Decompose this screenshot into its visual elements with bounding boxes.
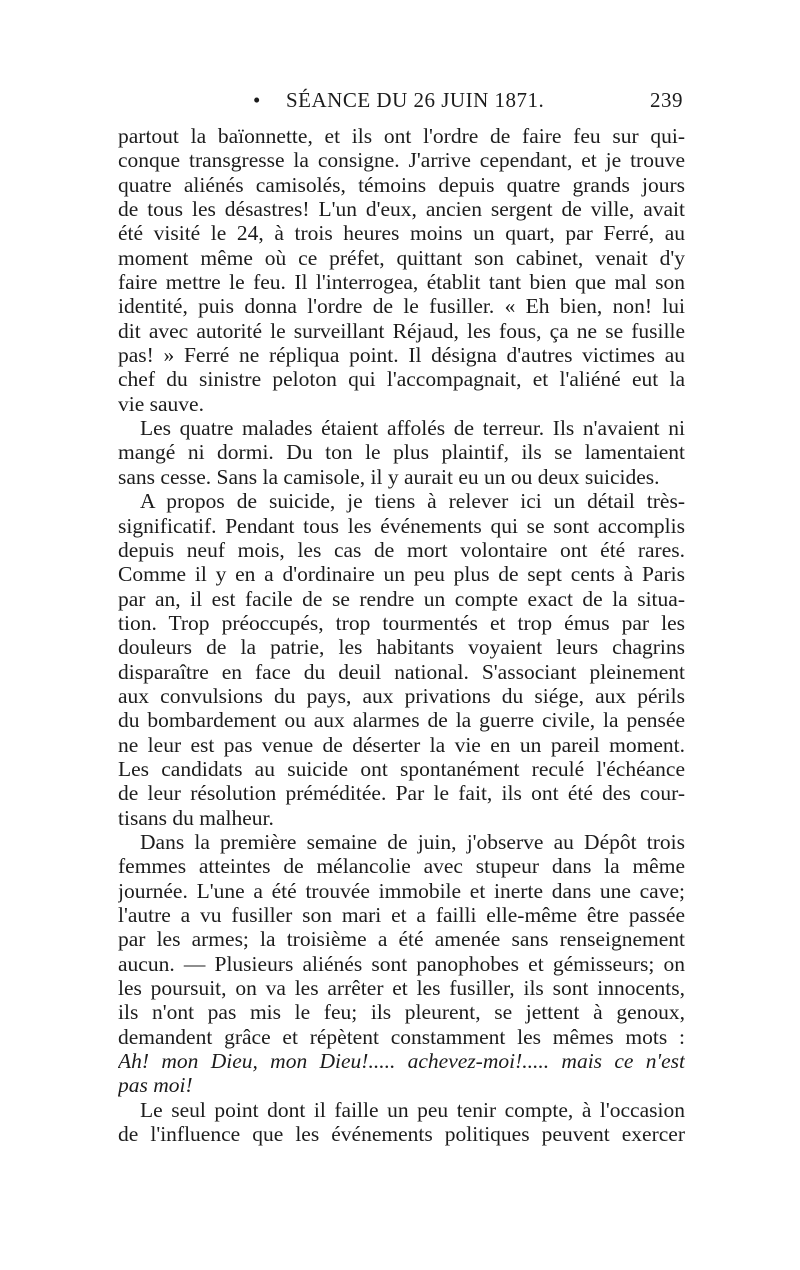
- text-line: faire mettre le feu. Il l'interrogea, établit tant bien que mal son: [118, 270, 685, 295]
- text-line: mangé ni dormi. Du ton le plus plaintif, ils se lamentaient: [118, 440, 685, 465]
- text-line: par les armes; la troisième a été amenée sans renseignement: [118, 927, 685, 952]
- text-line: conque transgresse la consigne. J'arrive cependant, et je trouve: [118, 148, 685, 173]
- body-text: [118, 124, 685, 1146]
- text-line: par an, il est facile de se rendre un compte exact de la situa-: [118, 586, 685, 611]
- text-line: demandent grâce et répètent constamment les mêmes mots :: [118, 1024, 685, 1049]
- text-line: tion. Trop préoccupés, trop tourmentés et trop émus par les: [118, 610, 685, 635]
- text-line: dit avec autorité le surveillant Réjaud, les fous, ça ne se fusille: [118, 318, 685, 343]
- text-line: aux convulsions du pays, aux privations du siége, aux périls: [118, 683, 685, 708]
- text-line: chef du sinistre peloton qui l'accompagnait, et l'aliéné eut la: [118, 367, 685, 392]
- text-line: été visité le 24, à trois heures moins un quart, par Ferré, au: [118, 221, 685, 246]
- text-line: l'autre a vu fusiller son mari et a failli elle-même être passée: [118, 903, 685, 927]
- text-line: ils n'ont pas mis le feu; ils pleurent, se jettent à genoux,: [118, 1000, 685, 1025]
- text-line: sans cesse. Sans la camisole, il y aurait eu un ou deux suicides.: [118, 464, 660, 489]
- text-line: depuis neuf mois, les cas de mort volontaire ont été rares.: [118, 537, 685, 562]
- text-line: aucun. — Plusieurs aliénés sont panophobes et gémisseurs; on: [118, 951, 685, 976]
- running-title: SÉANCE DU 26 JUIN 1871.: [286, 88, 545, 112]
- text-line: ne leur est pas venue de déserter la vie en un pareil moment.: [118, 732, 685, 757]
- text-line: Le seul point dont il faille un peu tenir compte, à l'occasion: [140, 1097, 685, 1122]
- text-line: partout la baïonnette, et ils ont l'ordre de faire feu sur qui-: [118, 124, 685, 148]
- header-bullet: •: [253, 88, 261, 112]
- text-line: du bombardement ou aux alarmes de la guerre civile, la pensée: [118, 708, 685, 733]
- text-line: vie sauve.: [118, 391, 204, 416]
- text-line: journée. L'une a été trouvée immobile et inerte dans une cave;: [118, 878, 685, 903]
- text-line: de tous les désastres! L'un d'eux, ancien sergent de ville, avait: [118, 197, 685, 222]
- text-line: Les quatre malades étaient affolés de terreur. Ils n'avaient ni: [140, 416, 685, 441]
- text-line: de leur résolution préméditée. Par le fait, ils ont été des cour-: [118, 781, 685, 806]
- page-number: 239: [650, 88, 683, 112]
- text-line: significatif. Pendant tous les événements qui se sont accomplis: [118, 513, 685, 538]
- text-line: moment même où ce préfet, quittant son cabinet, venait d'y: [118, 245, 685, 270]
- text-line: femmes atteintes de mélancolie avec stupeur dans la même: [118, 854, 685, 879]
- text-line: les poursuit, on va les arrêter et les fusiller, ils sont innocents,: [118, 976, 685, 1001]
- page-header: [118, 88, 683, 118]
- text-line: quatre aliénés camisolés, témoins depuis quatre grands jours: [118, 172, 685, 197]
- text-line: Comme il y en a d'ordinaire un peu plus de sept cents à Paris: [118, 562, 685, 587]
- text-line: douleurs de la patrie, les habitants voyaient leurs chagrins: [118, 635, 685, 660]
- text-line: pas! » Ferré ne répliqua point. Il désigna d'autres victimes au: [118, 343, 685, 368]
- text-line: Ah! mon Dieu, mon Dieu!..... achevez-moi!..... mais ce n'est: [118, 1049, 685, 1074]
- text-line: tisans du malheur.: [118, 805, 274, 830]
- text-line: pas moi!: [118, 1073, 193, 1098]
- text-line: identité, puis donna l'ordre de le fusiller. « Eh bien, non! lui: [118, 294, 685, 319]
- text-line: A propos de suicide, je tiens à relever ici un détail très-: [140, 489, 685, 514]
- text-line: de l'influence que les événements politiques peuvent exercer: [118, 1122, 685, 1147]
- text-line: disparaître en face du deuil national. S'associant pleinement: [118, 659, 685, 684]
- text-line: Les candidats au suicide ont spontanément reculé l'échéance: [118, 756, 685, 781]
- text-line: Dans la première semaine de juin, j'observe au Dépôt trois: [140, 829, 685, 854]
